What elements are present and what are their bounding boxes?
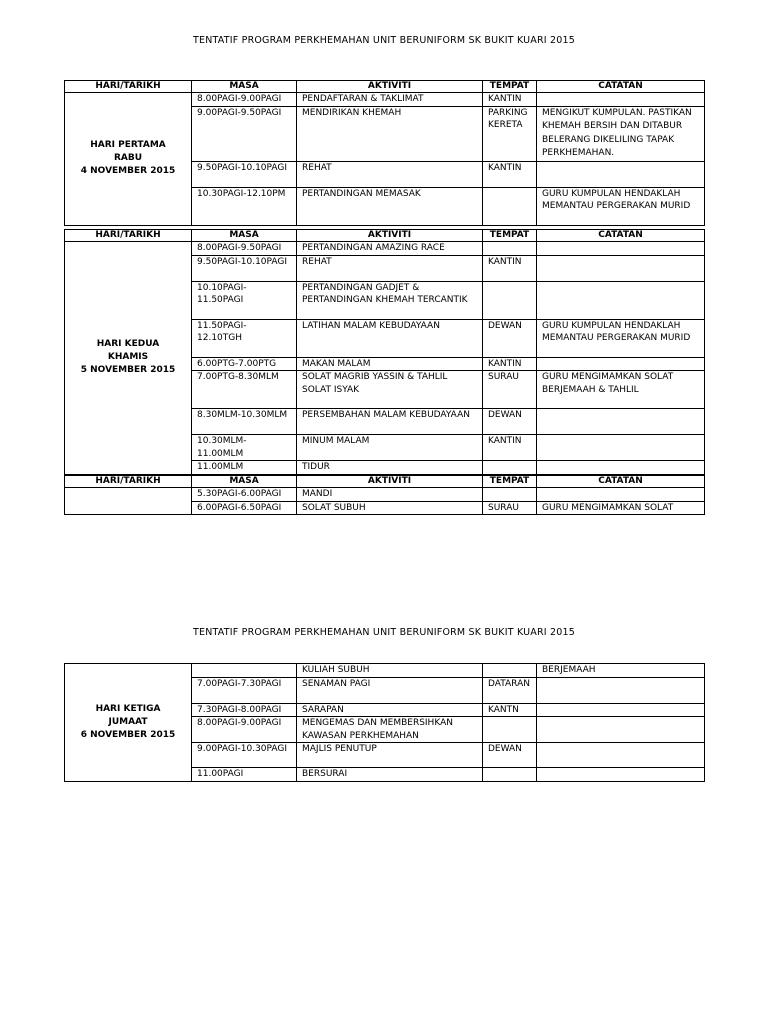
day-weekday: KHAMIS	[107, 352, 149, 363]
day-weekday: RABU	[113, 153, 143, 164]
header-day: HARI/TARIKH	[65, 230, 192, 242]
table-row	[65, 488, 705, 502]
note-cell	[537, 717, 705, 743]
activity-cell: MENGEMAS DAN MEMBERSIHKAN KAWASAN PERKHEMAHAN	[297, 717, 483, 743]
header-place: TEMPAT	[483, 476, 537, 488]
time-cell: 6.00PTG-7.00PTG	[192, 357, 297, 371]
place-cell: KANTIN	[483, 357, 537, 371]
note-cell	[537, 461, 705, 475]
place-cell: KANTIN	[483, 255, 537, 281]
note-cell	[537, 703, 705, 717]
table-row	[65, 93, 705, 107]
schedule-table-day3-start	[64, 475, 705, 515]
activity-cell: BERSURAI	[297, 768, 483, 782]
header-activity: AKTIVITI	[297, 476, 483, 488]
activity-cell: SENAMAN PAGI	[297, 677, 483, 703]
day-cell	[65, 664, 192, 782]
activity-cell: LATIHAN MALAM KEBUDAYAAN	[297, 319, 483, 357]
time-cell: 11.00MLM	[192, 461, 297, 475]
schedule-table-day2	[64, 229, 705, 475]
place-cell	[483, 242, 537, 256]
note-cell	[537, 281, 705, 319]
note-cell: GURU KUMPULAN HENDAKLAH MEMANTAU PERGERAKAN MURID	[537, 187, 705, 225]
activity-cell: MENDIRIKAN KHEMAH	[297, 106, 483, 161]
place-cell: KANTIN	[483, 435, 537, 461]
header-note: CATATAN	[537, 476, 705, 488]
page-title: TENTATIF PROGRAM PERKHEMAHAN UNIT BERUNIFORM SK BUKIT KUARI 2015	[193, 35, 575, 46]
table-header-row	[65, 230, 705, 242]
note-cell	[537, 768, 705, 782]
table-header-row	[65, 81, 705, 93]
time-cell: 8.30MLM-10.30MLM	[192, 409, 297, 435]
header-time: MASA	[192, 81, 297, 93]
note-cell	[537, 409, 705, 435]
place-cell: KANTIN	[483, 93, 537, 107]
time-cell: 10.10PAGI-11.50PAGI	[192, 281, 297, 319]
day-cell	[65, 242, 192, 475]
header-activity: AKTIVITI	[297, 81, 483, 93]
header-place: TEMPAT	[483, 230, 537, 242]
time-cell: 9.50PAGI-10.10PAGI	[192, 255, 297, 281]
note-cell: MENGIKUT KUMPULAN. PASTIKAN KHEMAH BERSIH DAN DITABUR BELERANG DIKELILING TAPAK PERKHEMAHAN.	[537, 106, 705, 161]
schedule-table-day1	[64, 80, 705, 226]
time-cell: 5.30PAGI-6.00PAGI	[192, 488, 297, 502]
table-row	[65, 242, 705, 256]
header-time: MASA	[192, 476, 297, 488]
place-cell: DEWAN	[483, 409, 537, 435]
note-cell	[537, 435, 705, 461]
place-cell	[483, 461, 537, 475]
table-header-row	[65, 476, 705, 488]
activity-cell: MANDI	[297, 488, 483, 502]
time-cell: 9.00PAGI-10.30PAGI	[192, 743, 297, 768]
day-weekday: JUMAAT	[108, 716, 148, 727]
note-cell: BERJEMAAH	[537, 664, 705, 678]
place-cell: DATARAN	[483, 677, 537, 703]
header-activity: AKTIVITI	[297, 230, 483, 242]
activity-cell: MAJLIS PENUTUP	[297, 743, 483, 768]
note-cell	[537, 743, 705, 768]
activity-cell: SOLAT SUBUH	[297, 501, 483, 515]
place-cell: KANTN	[483, 703, 537, 717]
place-cell: SURAU	[483, 371, 537, 409]
header-day: HARI/TARIKH	[65, 81, 192, 93]
place-cell: DEWAN	[483, 743, 537, 768]
time-cell	[192, 664, 297, 678]
place-cell	[483, 717, 537, 743]
time-cell: 7.00PAGI-7.30PAGI	[192, 677, 297, 703]
day-label: HARI KETIGA	[95, 703, 161, 714]
activity-cell: KULIAH SUBUH	[297, 664, 483, 678]
place-cell: PARKING KERETA	[483, 106, 537, 161]
day-cell	[65, 488, 192, 515]
time-cell: 10.30PAGI-12.10PM	[192, 187, 297, 225]
activity-cell: MINUM MALAM	[297, 435, 483, 461]
place-cell: KANTIN	[483, 161, 537, 187]
day-cell	[65, 93, 192, 226]
activity-cell: REHAT	[297, 255, 483, 281]
note-cell: GURU MENGIMAMKAN SOLAT BERJEMAAH & TAHLIL	[537, 371, 705, 409]
note-cell	[537, 161, 705, 187]
place-cell: SURAU	[483, 501, 537, 515]
activity-cell: SOLAT MAGRIB YASSIN & TAHLIL SOLAT ISYAK	[297, 371, 483, 409]
schedule-table-day3	[64, 663, 705, 782]
time-cell: 9.00PAGI-9.50PAGI	[192, 106, 297, 161]
activity-cell: TIDUR	[297, 461, 483, 475]
activity-cell: REHAT	[297, 161, 483, 187]
place-cell	[483, 488, 537, 502]
page-title: TENTATIF PROGRAM PERKHEMAHAN UNIT BERUNIFORM SK BUKIT KUARI 2015	[193, 627, 575, 638]
activity-cell: PERTANDINGAN AMAZING RACE	[297, 242, 483, 256]
time-cell: 7.30PAGI-8.00PAGI	[192, 703, 297, 717]
time-cell: 7.00PTG-8.30MLM	[192, 371, 297, 409]
header-note: CATATAN	[537, 230, 705, 242]
header-note: CATATAN	[537, 81, 705, 93]
place-cell	[483, 768, 537, 782]
activity-cell: PERTANDINGAN MEMASAK	[297, 187, 483, 225]
header-day: HARI/TARIKH	[65, 476, 192, 488]
day-date: 5 NOVEMBER 2015	[80, 365, 176, 376]
time-cell: 9.50PAGI-10.10PAGI	[192, 161, 297, 187]
place-cell	[483, 187, 537, 225]
note-cell	[537, 255, 705, 281]
time-cell: 11.00PAGI	[192, 768, 297, 782]
table-row	[65, 664, 705, 678]
time-cell: 8.00PAGI-9.00PAGI	[192, 93, 297, 107]
place-cell	[483, 664, 537, 678]
day-date: 4 NOVEMBER 2015	[80, 166, 176, 177]
note-cell	[537, 488, 705, 502]
time-cell: 8.00PAGI-9.50PAGI	[192, 242, 297, 256]
note-cell	[537, 242, 705, 256]
place-cell: DEWAN	[483, 319, 537, 357]
header-place: TEMPAT	[483, 81, 537, 93]
activity-cell: SARAPAN	[297, 703, 483, 717]
time-cell: 8.00PAGI-9.00PAGI	[192, 717, 297, 743]
place-cell	[483, 281, 537, 319]
activity-cell: PERTANDINGAN GADJET & PERTANDINGAN KHEMAH TERCANTIK	[297, 281, 483, 319]
time-cell: 6.00PAGI-6.50PAGI	[192, 501, 297, 515]
header-time: MASA	[192, 230, 297, 242]
time-cell: 10.30MLM-11.00MLM	[192, 435, 297, 461]
activity-cell: MAKAN MALAM	[297, 357, 483, 371]
time-cell: 11.50PAGI-12.10TGH	[192, 319, 297, 357]
day-date: 6 NOVEMBER 2015	[80, 729, 176, 740]
day-label: HARI KEDUA	[96, 339, 160, 350]
note-cell	[537, 677, 705, 703]
note-cell: GURU KUMPULAN HENDAKLAH MEMANTAU PERGERAKAN MURID	[537, 319, 705, 357]
note-cell	[537, 357, 705, 371]
activity-cell: PERSEMBAHAN MALAM KEBUDAYAAN	[297, 409, 483, 435]
activity-cell: PENDAFTARAN & TAKLIMAT	[297, 93, 483, 107]
day-label: HARI PERTAMA	[90, 140, 166, 151]
note-cell: GURU MENGIMAMKAN SOLAT	[537, 501, 705, 515]
note-cell	[537, 93, 705, 107]
